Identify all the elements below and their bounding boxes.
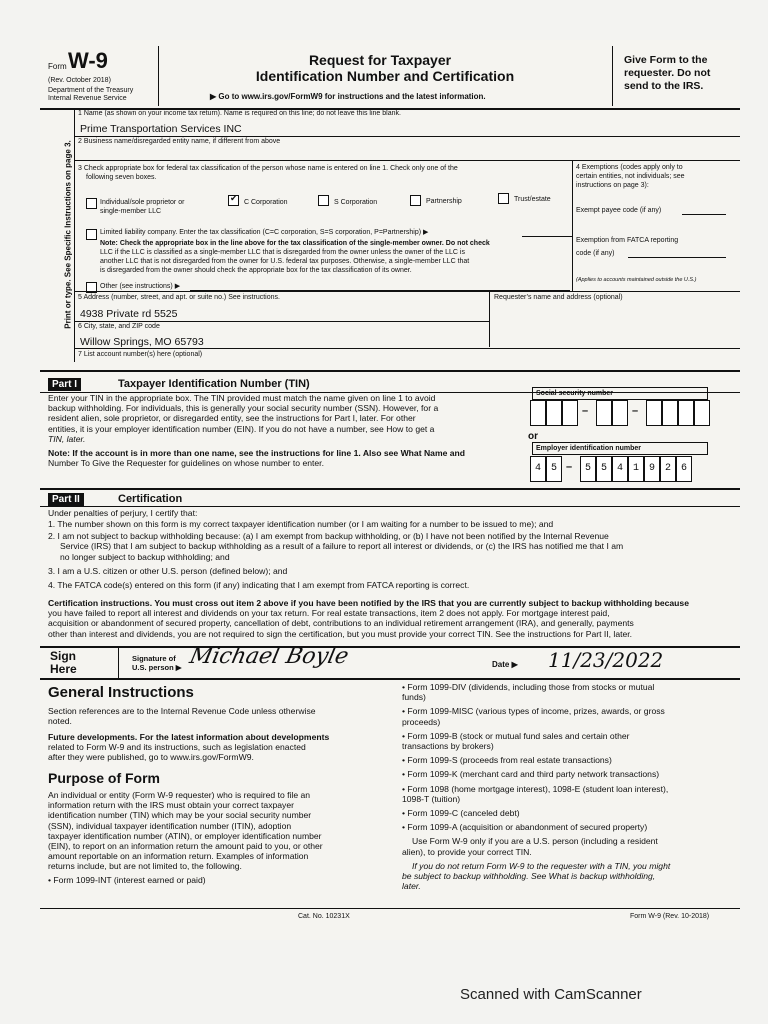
label-llc: Limited liability company. Enter the tax classification (C=C corporation, S=S corporation, P=Partnership) ▶	[100, 229, 429, 236]
note-line1: Note: Check the appropriate box in the line above for the tax classification of the single-member owner. Do not check	[100, 240, 490, 247]
form-word: Form	[48, 62, 67, 71]
note-line2: LLC if the LLC is classified as a single-member LLC that is disregarded from the owner unless the owner of the LLC is	[100, 249, 465, 256]
city-state-zip-field[interactable]: Willow Springs, MO 65793	[80, 336, 204, 348]
ssn-digit-box[interactable]	[530, 400, 546, 426]
irs-service: Internal Revenue Service	[48, 95, 127, 102]
label-s-corporation: S Corporation	[334, 199, 378, 206]
sign-here: Sign Here	[50, 649, 77, 676]
checkbox-s-corporation[interactable]	[318, 195, 329, 206]
title-line1: Request for Taxpayer	[308, 52, 452, 68]
checkbox-c-corporation[interactable]	[228, 195, 239, 206]
ssn-digit-box[interactable]	[596, 400, 612, 426]
requester-label: Requester’s name and address (optional)	[494, 294, 623, 301]
ssn-digit-box[interactable]	[646, 400, 662, 426]
line3-label-cont: following seven boxes.	[86, 174, 157, 181]
purpose-heading: Purpose of Form	[48, 770, 161, 786]
ein-digit-box[interactable]: 9	[644, 456, 660, 482]
checkbox-individual[interactable]	[86, 198, 97, 209]
rev-date: (Rev. October 2018)	[48, 77, 111, 84]
title-line2: Identification Number and Certification	[255, 68, 515, 84]
ein-digit-box[interactable]: 4	[530, 456, 546, 482]
part1-label: Part I	[48, 378, 81, 391]
checkbox-trust-estate[interactable]	[498, 193, 509, 204]
part1-note: Note: If the account is in more than one name, see the instructions for line 1. Also see What Name and Number To Give the Requester for guidelines on whose number to enter.	[48, 448, 466, 469]
w9-form-page: Form W-9 (Rev. October 2018) Department of the Treasury Internal Revenue Service Request for Taxpayer Identification Number and Certification ▶ Go to www.irs.gov/FormW9 for instructions and the latest information. Give Form to the requester. Do not send to the IRS. Print or type. See Specific Instructions on page 3. 1 Name (as shown on your income tax return). Name is required on this line; do not leave this line blank. Prime Transportation Services INC 2 Business name/disregarded entity name, if different from above 3 Check appropriate box for federal tax classification of the person whose name is entered on line 1. Check only one of the following seven boxes. Individual/sole proprietor or single-member LLC ✔ C Corporation S Corporation Partnership Trust/estate Limited liability company. Enter the tax classification (C=C corporation, S=S corporation, P=Partnership) ▶ Note: Check the appropriate box in the line above for the tax classification of the single-member owner. Do not check LLC if the LLC is classified as a single-member LLC that is disregarded from the owner unless the owner of the LLC is another LLC that is not disregarded from the owner for U.S. federal tax purposes. Otherwise, a single-member LLC that is disregarded from the owner should check the appropriate box for the tax classification of its owner. Other (see instructions) ▶ 4 Exemptions (codes apply only to certain entities, not individuals; see instructions on page 3): Exempt payee code (if any) Exemption from FATCA reporting code (if any) (Applies to accounts maintained outside the U.S.) 5 Address (number, street, and apt. or suite no.) See instructions. 4938 Private rd 5525 Requester’s name and address (optional) 6 City, state, and ZIP code Willow Springs, MO 65793 7 List account number(s) here (optional) Part I Taxpayer Identification Number (TIN) Enter your TIN in the appropriate box. The TIN provided must match the name given on line 1 to avoid backup withholding. For individuals, this is generally your social security number (SSN). However, for a resident alien, sole proprietor, or disregarded entity, see the instructions for Part I, later. For other entities, it is your employer identification number (EIN). If you do not have a number, see How to get a TIN, later. Note: If the account is in more than one name, see the instructions for line 1. Also see What Name and Number To Give the Requester for guidelines on whose number to enter. Social security number – – or Employer identification number 4 5 – 5 5 4 1 9 2 6 Part II Certification Under penalties of perjury, I certify that: 1. The number shown on this form is my correct taxpayer identification number (or I am waiting for a number to be issued to me); and 2. I am not subject to backup withholding because: (a) I am exempt from backup withholding, or (b) I have not been notified by the Internal Revenue Service (IRS) that I am subject to backup withholding as a result of a failure to report all interest or dividends, or (c) the IRS has notified me that I am no longer subject to backup withholding; and 3. I am a U.S. citizen or other U.S. person (defined below); and 4. The FATCA code(s) entered on this form (if any) indicating that I am exempt from FATCA reporting is correct. Certification instructions. You must cross out item 2 above if you have been notified by the IRS that you are currently subject to backup withholding because you have failed to report all interest and dividends on your tax return. For real estate transactions, item 2 does not apply. For mortgage interest paid, acquisition or abandonment of secured property, cancellation of debt, contributions to an individual retirement arrangement (IRA), and generally, payments other than interest and dividends, you are not required to sign the certification, but you must provide your correct TIN. See the instructions for Part II, later. Sign Here Signature of U.S. person ▶ Michael Boyle Date ▶ 11/23/2022 General Instructions Section references are to the Internal Revenue Code unless otherwise noted. Future developments. For the latest information about developments related to Form W-9 and its instructions, such as legislation enacted after they were published, go to www.irs.gov/FormW9. Purpose of Form An individual or entity (Form W-9 requester) who is required to file an information return with the IRS must obtain your correct taxpayer identification number (TIN) which may be your social security number (SSN), individual taxpayer identification number (ITIN), adoption taxpayer identification number (ATIN), or employer identification number (EIN), to report on an information return the amount paid to you, or other amount reportable on an information return. Examples of information returns include, but are not limited to, the following. • Form 1099-INT (interest earned or paid) • Form 1099-DIV (dividends, including those from stocks or mutual funds) • Form 1099-MISC (various types of income, prizes, awards, or gross proceeds) • Form 1099-B (stock or mutual fund sales and certain other transactions by brokers) • Form 1099-S (proceeds from real estate transactions) • Form 1099-K (merchant card and third party network transactions) • Form 1098 (home mortgage interest), 1098-E (student loan interest), 1098-T (tuition) • Form 1099-C (canceled debt) • Form 1099-A (acquisition or abandonment of secured property) Use Form W-9 only if you are a U.S. person (including a resident alien), to provide your correct TIN. If you do not return Form W-9 to the requester with a TIN, you might be subject to backup withholding. See What is backup withholding, later. Cat. No. 10231X Form W-9 (Rev. 10-2018)	[40, 40, 740, 940]
camscanner-watermark: Scanned with CamScanner	[460, 986, 642, 1003]
ein-label: Employer identification number	[532, 442, 708, 455]
goto-instructions: ▶ Go to www.irs.gov/FormW9 for instructions and the latest information.	[210, 92, 486, 101]
ein-digit-box[interactable]: 1	[628, 456, 644, 482]
checkbox-partnership[interactable]	[410, 195, 421, 206]
general-instructions-heading: General Instructions	[48, 684, 194, 701]
form-name: W-9	[68, 48, 108, 73]
line5-label: 5 Address (number, street, and apt. or suite no.) See instructions.	[78, 294, 280, 301]
ein-digit-box[interactable]: 5	[596, 456, 612, 482]
label-c-corporation: C Corporation	[244, 199, 288, 206]
ssn-digit-box[interactable]	[562, 400, 578, 426]
signature-label: Signature of U.S. person ▶	[132, 654, 182, 672]
ein-digit-box[interactable]: 5	[580, 456, 596, 482]
line2-label: 2 Business name/disregarded entity name, if different from above	[78, 138, 281, 145]
signature[interactable]: Michael Boyle	[187, 644, 351, 669]
catalog-number: Cat. No. 10231X	[298, 913, 350, 920]
exemptions-label: 4 Exemptions (codes apply only to certain entities, not individuals; see instructions on page 3):	[576, 164, 685, 189]
form-list: • Form 1099-DIV (dividends, including those from stocks or mutual funds) • Form 1099-MISC (various types of income, prizes, awards, or gross proceeds) • Form 1099-B (stock or mutual fund sales and certain other transactions by brokers) • Form 1099-S (proceeds from real estate transactions) • Form 1099-K (merchant card and third party network transactions) • Form 1098 (home mortgage interest), 1098-E (student loan interest), 1098-T (tuition) • Form 1099-C (canceled debt) • Form 1099-A (acquisition or abandonment of secured property) Use Form W-9 only if you are a U.S. person (including a resident alien), to provide your correct TIN. If you do not return Form W-9 to the requester with a TIN, you might be subject to backup withholding. See What is backup withholding, later.	[402, 682, 671, 892]
ssn-digit-box[interactable]	[612, 400, 628, 426]
section-references: Section references are to the Internal Revenue Code unless otherwise noted.	[48, 706, 316, 727]
line1-label: 1 Name (as shown on your income tax return). Name is required on this line; do not leave this line blank.	[78, 110, 401, 117]
side-print-instructions: Print or type. See Specific Instructions on page 3.	[63, 140, 73, 329]
or-label: or	[528, 431, 538, 442]
date-label: Date ▶	[492, 660, 518, 669]
label-other: Other (see instructions) ▶	[100, 283, 181, 290]
date-value[interactable]: 11/23/2022	[548, 648, 664, 672]
part2-label: Part II	[48, 493, 84, 506]
label-trust-estate: Trust/estate	[514, 196, 551, 203]
ssn-digit-box[interactable]	[546, 400, 562, 426]
ein-digit-box[interactable]: 2	[660, 456, 676, 482]
line6-label: 6 City, state, and ZIP code	[78, 323, 160, 330]
cert-items: 1. The number shown on this form is my correct taxpayer identification number (or I am waiting for a number to be issued to me); and 2. I am not subject to backup withholding because: (a) I am exempt from backup withholding, or (b) I have not been notified by the Internal Revenue Service (IRS) that I am subject to backup withholding as a result of a failure to report all interest or dividends, or (c) the IRS has notified me that I am no longer subject to backup withholding; and 3. I am a U.S. citizen or other U.S. person (defined below); and 4. The FATCA code(s) entered on this form (if any) indicating that I am exempt from FATCA reporting is correct.	[48, 519, 624, 591]
ssn-digit-box[interactable]	[678, 400, 694, 426]
ssn-digit-box[interactable]	[694, 400, 710, 426]
checkbox-llc[interactable]	[86, 229, 97, 240]
applies-note: (Applies to accounts maintained outside the U.S.)	[576, 277, 697, 283]
ein-digit-box[interactable]: 4	[612, 456, 628, 482]
part1-instructions: Enter your TIN in the appropriate box. The TIN provided must match the name given on line 1 to avoid backup withholding. For individuals, this is generally your social security number (SSN). However, for a resident alien, sole proprietor, or disregarded entity, see the instructions for Part I, later. For other entities, it is your employer identification number (EIN). If you do not have a number, see How to get a TIN, later.	[48, 393, 439, 444]
footer-form-id: Form W-9 (Rev. 10-2018)	[630, 913, 710, 920]
ein-digit-box[interactable]: 6	[676, 456, 692, 482]
label-individual: Individual/sole proprietor or single-member LLC	[100, 199, 185, 215]
label-partnership: Partnership	[426, 198, 462, 205]
line3-label: 3 Check appropriate box for federal tax classification of the person whose name is entered on line 1. Check only one of the	[78, 165, 458, 172]
perjury-intro: Under penalties of perjury, I certify that:	[48, 508, 198, 518]
part2-title: Certification	[118, 493, 183, 505]
fatca-label: Exemption from FATCA reporting code (if any)	[576, 237, 679, 257]
line1-name-field[interactable]: Prime Transportation Services INC	[80, 123, 242, 135]
note-line4: is disregarded from the owner should check the appropriate box for the tax classification of its owner.	[100, 267, 412, 274]
exempt-payee-label: Exempt payee code (if any)	[576, 207, 662, 214]
future-developments: Future developments. For the latest information about developments related to Form W-9 and its instructions, such as legislation enacted after they were published, go to www.irs.gov/FormW9.	[48, 732, 330, 763]
note-line3: another LLC that is not disregarded from the owner for U.S. federal tax purposes. Otherwise, a single-member LLC that	[100, 258, 470, 265]
cert-instructions: Certification instructions. You must cross out item 2 above if you have been notified by the IRS that you are currently subject to backup withholding because you have failed to report all interest and dividends on your tax return. For real estate transactions, item 2 does not apply. For mortgage interest paid, acquisition or abandonment of secured property, cancellation of debt, contributions to an individual retirement arrangement (IRA), and generally, payments other than interest and dividends, you are not required to sign the certification, but you must provide your correct TIN. See the instructions for Part II, later.	[48, 598, 689, 639]
purpose-text: An individual or entity (Form W-9 requester) who is required to file an information return with the IRS must obtain your correct taxpayer identification number (TIN) which may be your social security number (SSN), individual taxpayer identification number (ITIN), adoption taxpayer identification number (ATIN), or employer identification number (EIN), to report on an information return the amount paid to you, or other amount reportable on an information return. Examples of information returns include, but are not limited to, the following. • Form 1099-INT (interest earned or paid)	[48, 790, 323, 885]
give-form-note: Give Form to the requester. Do not send to the IRS.	[624, 54, 711, 92]
ein-digit-box[interactable]: 5	[546, 456, 562, 482]
department: Department of the Treasury	[48, 87, 134, 94]
line7-label: 7 List account number(s) here (optional)	[78, 351, 203, 358]
address-field[interactable]: 4938 Private rd 5525	[80, 308, 178, 320]
ssn-label: Social security number	[532, 387, 708, 400]
ssn-digit-box[interactable]	[662, 400, 678, 426]
part1-title: Taxpayer Identification Number (TIN)	[118, 378, 310, 390]
